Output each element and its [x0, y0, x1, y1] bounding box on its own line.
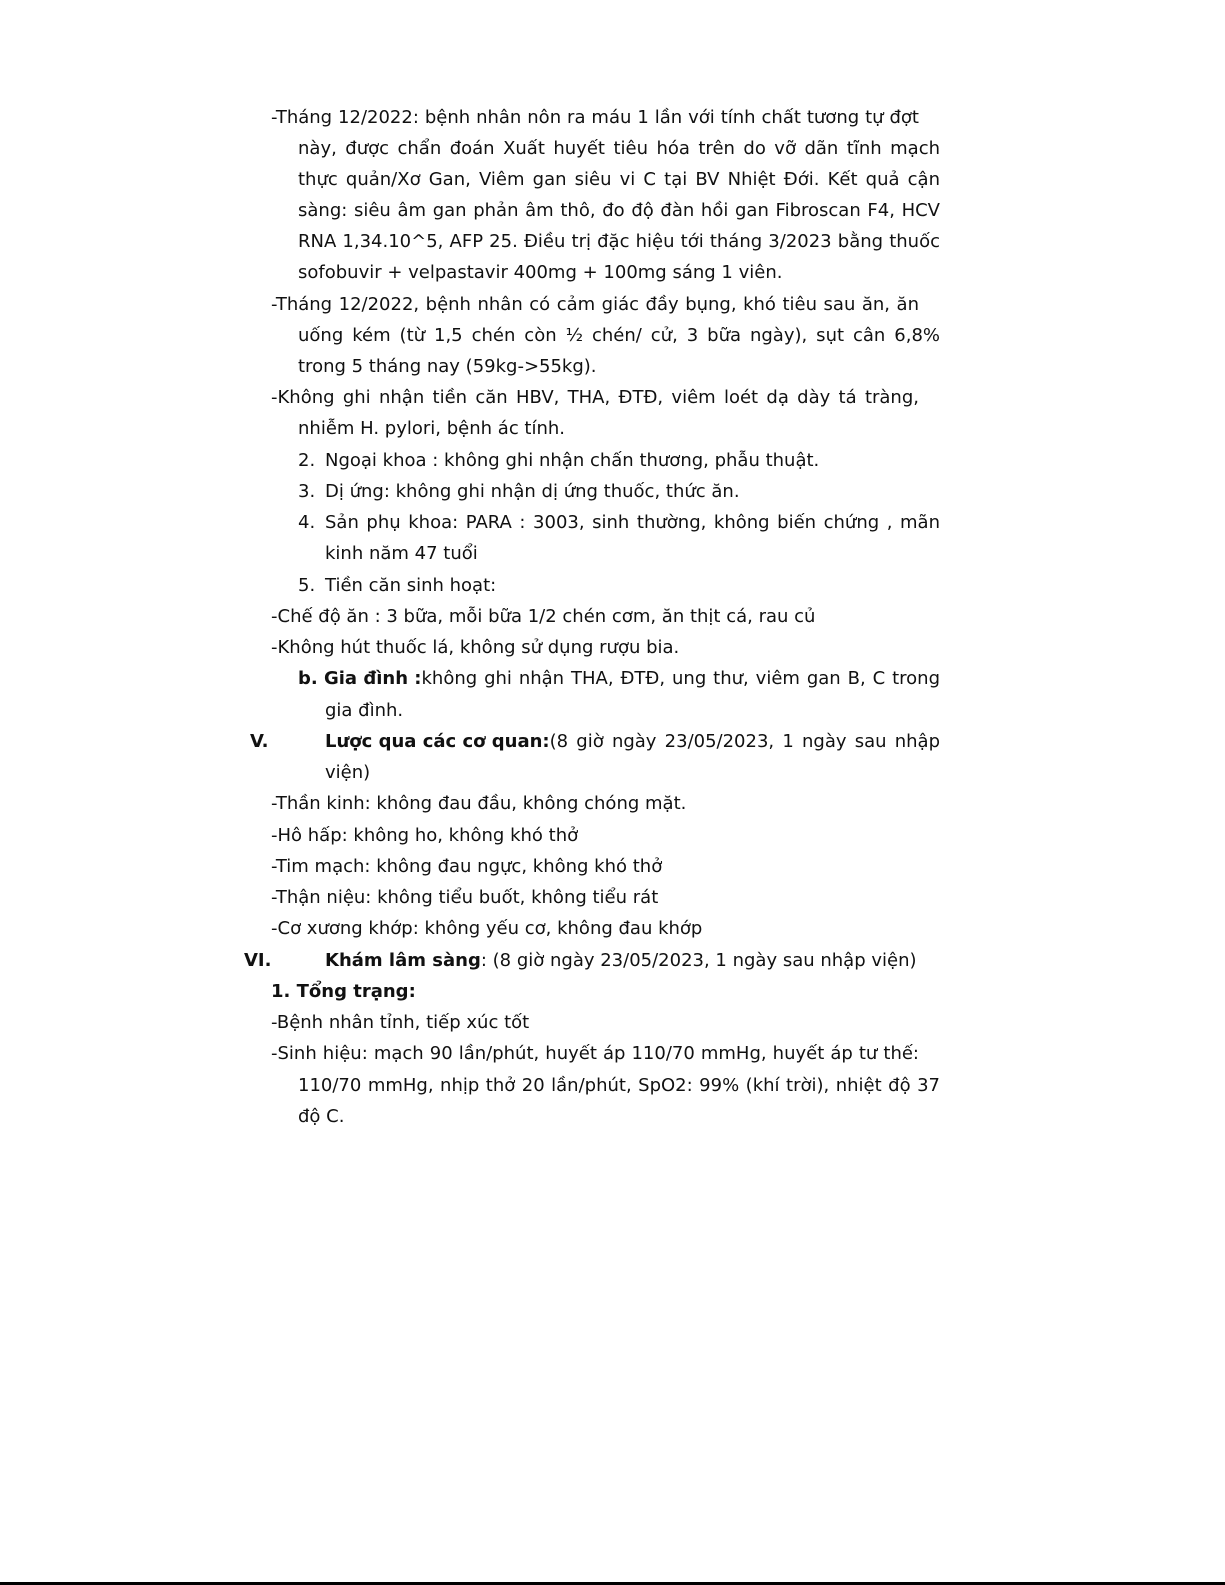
history-para2-line2: uống kém (từ 1,5 chén còn ½ chén/ cử, 3 bữa ngày), sụt cân 6,8%: [298, 325, 940, 346]
family-text: không ghi nhận THA, ĐTĐ, ung thư, viêm gan B, C trong: [421, 668, 940, 689]
system-review-neuro: -Thần kinh: không đau đầu, không chóng mặt.: [271, 793, 687, 814]
section-5-subtitle: (8 giờ ngày 23/05/2023, 1 ngày sau nhập: [549, 731, 940, 752]
exam-vitals-line2: 110/70 mmHg, nhịp thở 20 lần/phút, SpO2: 99% (khí trời), nhiệt độ 37: [298, 1075, 940, 1096]
history-para3-line1: -Không ghi nhận tiền căn HBV, THA, ĐTĐ, viêm loét dạ dày tá tràng,: [271, 387, 919, 408]
exam-vitals-line3: độ C.: [298, 1106, 345, 1127]
numbered-item-5-num: 5.: [298, 575, 316, 596]
history-para1-line1: -Tháng 12/2022: bệnh nhân nôn ra máu 1 lần với tính chất tương tự đợt: [271, 107, 919, 128]
section-5-heading: [325, 726, 940, 757]
numbered-item-3-text: Dị ứng: không ghi nhận dị ứng thuốc, thức ăn.: [325, 481, 740, 502]
section-6-heading: [325, 945, 917, 976]
numbered-item-2-text: Ngoại khoa : không ghi nhận chấn thương, phẫu thuật.: [325, 450, 820, 471]
history-para1-line3: thực quản/Xơ Gan, Viêm gan siêu vi C tại BV Nhiệt Đới. Kết quả cận: [298, 169, 940, 190]
system-review-musculoskeletal: -Cơ xương khớp: không yếu cơ, không đau khớp: [271, 918, 703, 939]
section-6-roman: VI.: [244, 950, 272, 971]
numbered-item-2-num: 2.: [298, 450, 316, 471]
exam-consciousness: -Bệnh nhân tỉnh, tiếp xúc tốt: [271, 1012, 530, 1033]
section-5-title: Lược qua các cơ quan:: [325, 731, 550, 752]
numbered-item-4-line1: Sản phụ khoa: PARA : 3003, sinh thường, không biến chứng , mãn: [325, 512, 940, 533]
numbered-item-4-num: 4.: [298, 512, 316, 533]
section-6-title: Khám lâm sàng: [325, 950, 481, 971]
lifestyle-habits: -Không hút thuốc lá, không sử dụng rượu bia.: [271, 637, 680, 658]
history-para1-line6: sofobuvir + velpastavir 400mg + 100mg sáng 1 viên.: [298, 262, 783, 283]
numbered-item-5-text: Tiền căn sinh hoạt:: [325, 575, 497, 596]
lifestyle-diet: -Chế độ ăn : 3 bữa, mỗi bữa 1/2 chén cơm, ăn thịt cá, rau củ: [271, 606, 816, 627]
history-para2-line1: -Tháng 12/2022, bệnh nhân có cảm giác đầy bụng, khó tiêu sau ăn, ăn: [271, 294, 919, 315]
system-review-urinary: -Thận niệu: không tiểu buốt, không tiểu rát: [271, 887, 659, 908]
system-review-cardio: -Tim mạch: không đau ngực, không khó thở: [271, 856, 663, 877]
history-para1-line5: RNA 1,34.10^5, AFP 25. Điều trị đặc hiệu tới tháng 3/2023 bằng thuốc: [298, 231, 940, 252]
family-line1: [298, 663, 940, 694]
numbered-item-3-num: 3.: [298, 481, 316, 502]
family-label: b. Gia đình :: [298, 668, 422, 689]
system-review-respiratory: -Hô hấp: không ho, không khó thở: [271, 825, 579, 846]
numbered-item-4-line2: kinh năm 47 tuổi: [325, 543, 478, 564]
history-para1-line2: này, được chẩn đoán Xuất huyết tiêu hóa trên do vỡ dãn tĩnh mạch: [298, 138, 940, 159]
history-para3-line2: nhiễm H. pylori, bệnh ác tính.: [298, 418, 566, 439]
history-para2-line3: trong 5 tháng nay (59kg->55kg).: [298, 356, 597, 377]
section-6-subtitle: : (8 giờ ngày 23/05/2023, 1 ngày sau nhập viện): [480, 950, 917, 971]
history-para1-line4: sàng: siêu âm gan phản âm thô, đo độ đàn hồi gan Fibroscan F4, HCV: [298, 200, 940, 221]
family-line2: gia đình.: [325, 700, 404, 721]
subsection-general-status: 1. Tổng trạng:: [271, 981, 416, 1002]
section-5-subtitle-line2: viện): [325, 762, 371, 783]
section-5-roman: V.: [250, 731, 269, 752]
exam-vitals-line1: -Sinh hiệu: mạch 90 lần/phút, huyết áp 110/70 mmHg, huyết áp tư thế:: [271, 1043, 919, 1064]
